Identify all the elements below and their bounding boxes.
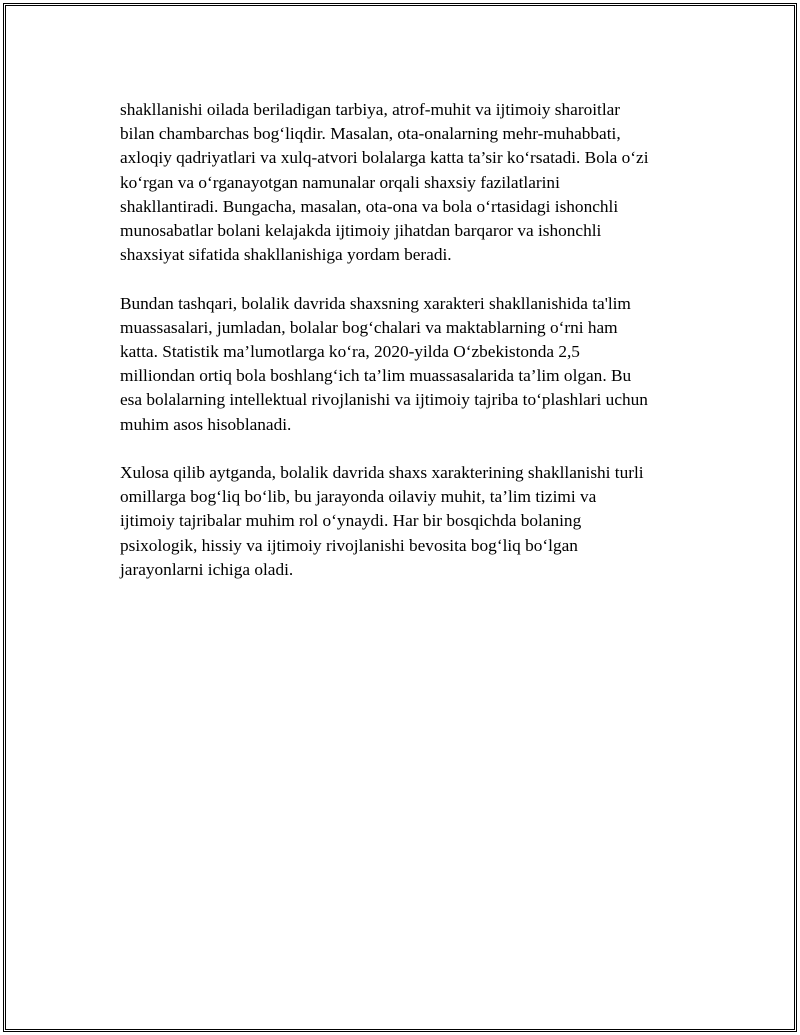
paragraph-1: shakllanishi oilada beriladigan tarbiya, atrof-muhit va ijtimoiy sharoitlar bilan chambarchas bog‘liqdir. Masalan, ota-onalarning mehr-muhabbati, axloqiy qadriyatlari va xulq-atvori bolalarga katta ta’sir ko‘rsatadi. Bola o‘zi ko‘rgan va o‘rganayotgan namunalar orqali shaxsiy fazilatlarini shakllantiradi. Bungacha, masalan, ota-ona va bola o‘rtasidagi ishonchli munosabatlar bolani kelajakda ijtimoiy jihatdan barqaror va ishonchli shaxsiyat sifatida shakllanishiga yordam beradi. xyxy=(120,100,649,265)
paragraph-3: Xulosa qilib aytganda, bolalik davrida shaxs xarakterining shakllanishi turli omillarga bog‘liq bo‘lib, bu jarayonda oilaviy muhit, ta’lim tizimi va ijtimoiy tajribalar muhim rol o‘ynaydi. Har bir bosqichda bolaning psixologik, hissiy va ijtimoiy rivojlanishi bevosita bog‘liq bo‘lgan jarayonlarni ichiga oladi. xyxy=(120,463,644,579)
page-frame xyxy=(3,3,797,1032)
paragraph-spacer xyxy=(120,437,700,461)
paragraph-spacer xyxy=(120,267,700,291)
document-body xyxy=(120,98,700,582)
paragraph-2: Bundan tashqari, bolalik davrida shaxsning xarakteri shakllanishida ta'lim muassasalari, jumladan, bolalar bog‘chalari va maktablarning o‘rni ham katta. Statistik ma’lumotlarga ko‘ra, 2020-yilda O‘zbekistonda 2,5 milliondan ortiq bola boshlang‘ich ta’lim muassasalarida ta’lim olgan. Bu esa bolalarning intellektual rivojlanishi va ijtimoiy tajriba to‘plashlari uchun muhim asos hisoblanadi. xyxy=(120,293,648,434)
